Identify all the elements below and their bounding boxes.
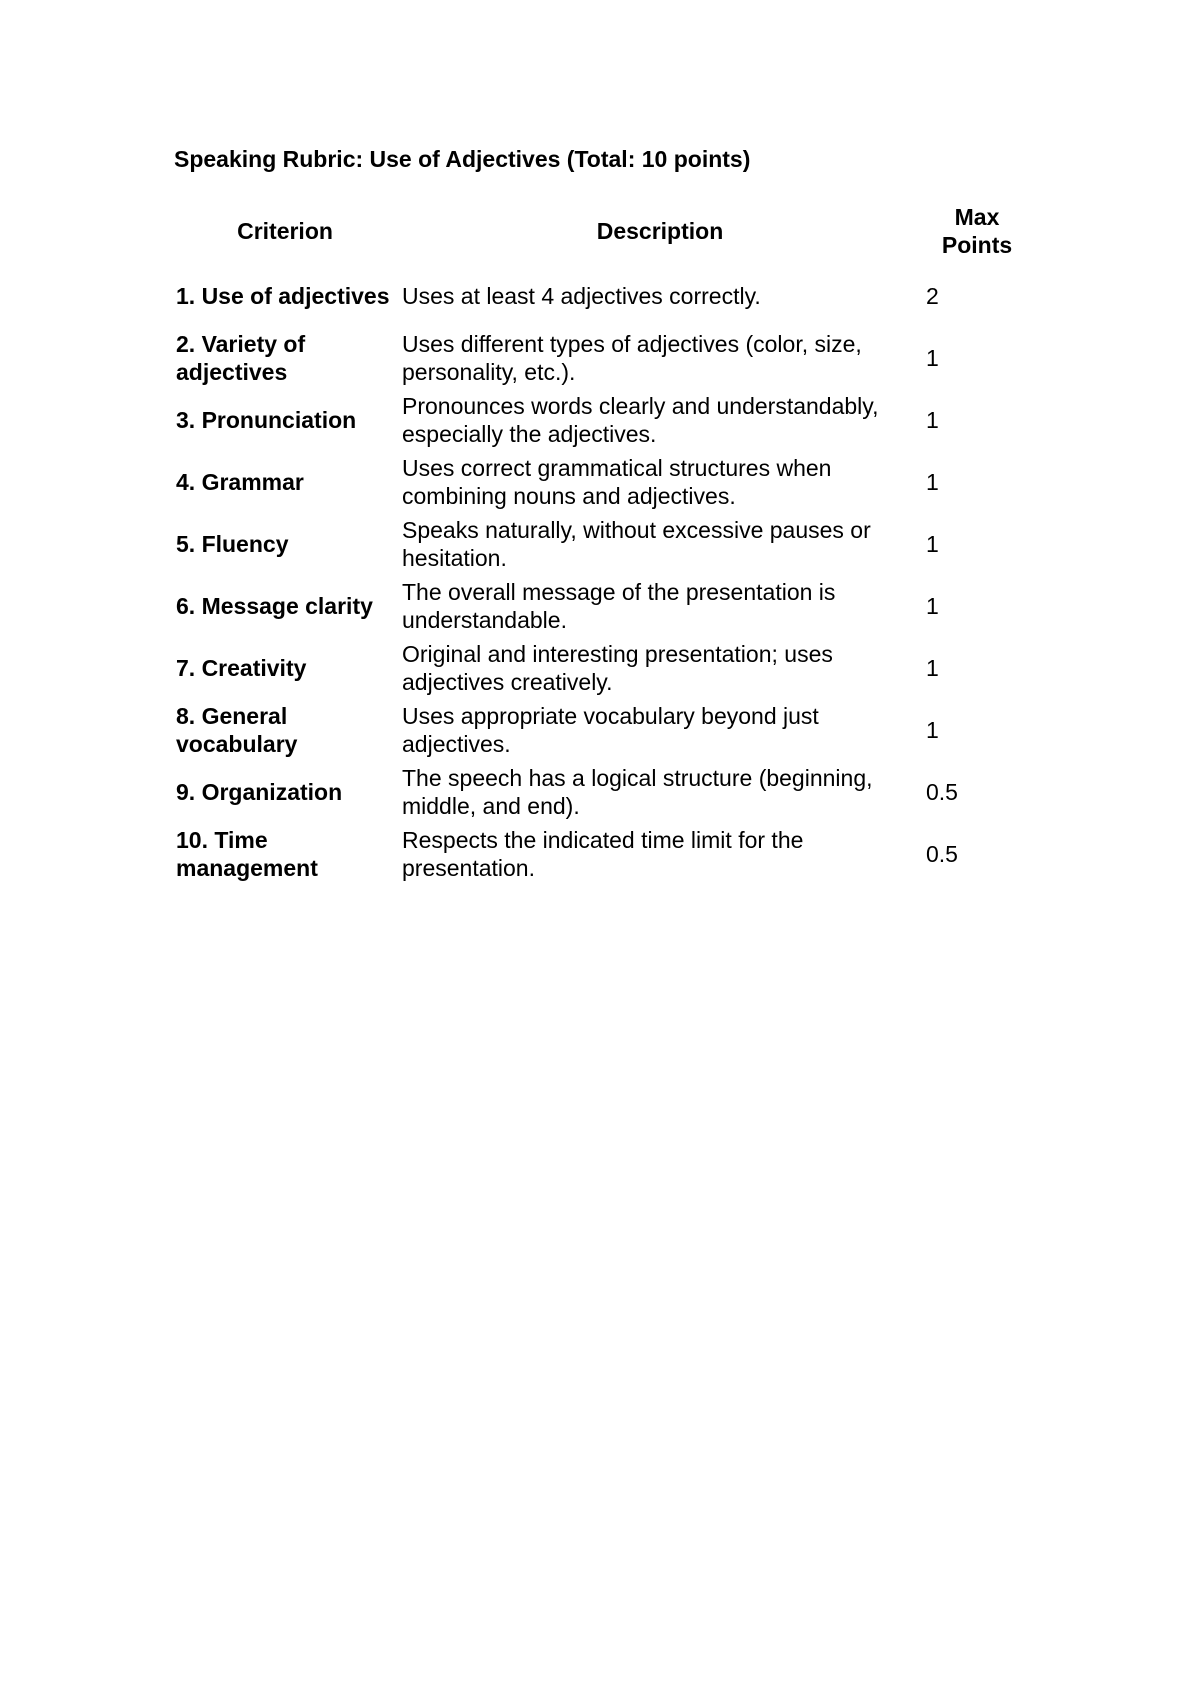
document-title: Speaking Rubric: Use of Adjectives (Total: 10 points) xyxy=(174,146,751,172)
criterion-cell: 4. Grammar xyxy=(176,469,304,495)
description-cell: Respects the indicated time limit for the presentation. xyxy=(402,827,804,881)
description-cell: Pronounces words clearly and understandably, especially the adjectives. xyxy=(402,393,879,447)
table-row xyxy=(172,699,1032,761)
table-row xyxy=(172,637,1032,699)
criterion-cell: 2. Variety of adjectives xyxy=(176,331,306,385)
description-cell: The overall message of the presentation is understandable. xyxy=(402,579,836,633)
points-cell: 1 xyxy=(926,345,939,371)
criterion-cell: 6. Message clarity xyxy=(176,593,373,619)
points-cell: 1 xyxy=(926,655,939,681)
points-cell: 1 xyxy=(926,593,939,619)
table-row xyxy=(172,575,1032,637)
table-row xyxy=(172,451,1032,513)
criterion-cell: 10. Time management xyxy=(176,827,318,881)
points-cell: 1 xyxy=(926,469,939,495)
table-row xyxy=(172,327,1032,389)
criterion-cell: 8. General vocabulary xyxy=(176,703,298,757)
description-cell: Uses different types of adjectives (color, size, personality, etc.). xyxy=(402,331,862,385)
criterion-cell: 3. Pronunciation xyxy=(176,407,357,433)
table-row xyxy=(172,823,1032,885)
points-cell: 0.5 xyxy=(926,779,958,805)
criterion-cell: 1. Use of adjectives xyxy=(176,283,390,309)
description-cell: Uses appropriate vocabulary beyond just adjectives. xyxy=(402,703,819,757)
description-header: Description xyxy=(596,218,724,244)
table-row xyxy=(172,265,1032,327)
points-cell: 1 xyxy=(926,717,939,743)
table-row xyxy=(172,389,1032,451)
criterion-cell: 5. Fluency xyxy=(176,531,289,557)
table-row xyxy=(172,761,1032,823)
points-cell: 1 xyxy=(926,407,939,433)
rubric-table xyxy=(172,203,1032,885)
description-cell: Uses at least 4 adjectives correctly. xyxy=(402,283,761,309)
description-cell: Speaks naturally, without excessive pauses or hesitation. xyxy=(402,517,871,571)
description-cell: The speech has a logical structure (beginning, middle, and end). xyxy=(402,765,873,819)
description-cell: Uses correct grammatical structures when combining nouns and adjectives. xyxy=(402,455,832,509)
description-cell: Original and interesting presentation; uses adjectives creatively. xyxy=(402,641,833,695)
table-row xyxy=(172,513,1032,575)
table-header-row xyxy=(172,203,1032,265)
criterion-cell: 7. Creativity xyxy=(176,655,307,681)
points-cell: 2 xyxy=(926,283,939,309)
points-cell: 0.5 xyxy=(926,841,958,867)
points-cell: 1 xyxy=(926,531,939,557)
criterion-header: Criterion xyxy=(237,218,333,244)
max-points-header: Max Points xyxy=(941,204,1013,258)
criterion-cell: 9. Organization xyxy=(176,779,343,805)
